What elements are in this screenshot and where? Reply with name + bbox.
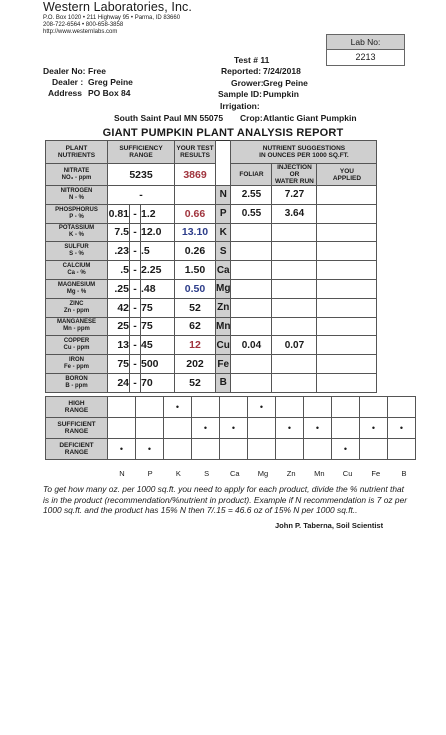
range-cell — [220, 418, 248, 439]
range-dot: • — [371, 423, 376, 433]
axis-label: N — [119, 469, 125, 478]
range-cell — [192, 439, 220, 460]
grower-value: Greg Peine — [263, 78, 308, 88]
header-injection: INJECTION OR WATER RUN — [272, 164, 317, 186]
nutrient-name: NITRATE NO₃ - ppm — [46, 164, 108, 186]
axis-label: K — [175, 469, 181, 478]
range-cell — [136, 439, 164, 460]
nutrient-name: PHOSPHORUS P - % — [46, 204, 108, 223]
range-row-high — [46, 397, 416, 418]
you-applied-cell[interactable] — [317, 336, 377, 355]
nutrient-name: ZINC Zn - ppm — [46, 298, 108, 317]
axis-label: P — [147, 469, 153, 478]
header-plant-nutrients: PLANT NUTRIENTS — [46, 141, 108, 164]
foliar-value — [231, 298, 272, 317]
injection-value — [272, 242, 317, 261]
address-value: PO Box 84 — [88, 88, 131, 98]
foliar-value — [231, 261, 272, 280]
injection-value: 0.07 — [272, 336, 317, 355]
nutrient-symbol: Mn — [216, 317, 231, 336]
range-cell — [304, 418, 332, 439]
nutrient-name: MANGANESE Mn - ppm — [46, 317, 108, 336]
nutrient-symbol: P — [216, 204, 231, 223]
result-value: 0.50 — [175, 279, 216, 298]
range-separator: - — [130, 223, 141, 242]
nutrient-name: MAGNESIUM Mg - % — [46, 279, 108, 298]
nutrient-name: IRON Fe - ppm — [46, 355, 108, 374]
range-cell — [248, 418, 276, 439]
range-cell — [360, 418, 388, 439]
result-value: 52 — [175, 298, 216, 317]
range-value: - — [108, 186, 175, 205]
nutrient-symbol: S — [216, 242, 231, 261]
range-cell — [332, 418, 360, 439]
axis-label: Mn — [314, 469, 325, 478]
foliar-value: 2.55 — [231, 186, 272, 205]
range-cell — [248, 439, 276, 460]
range-separator: - — [130, 298, 141, 317]
nutrient-name: POTASSIUM K - % — [46, 223, 108, 242]
foliar-value: 0.04 — [231, 336, 272, 355]
range-cell — [164, 397, 192, 418]
foliar-value: 0.55 — [231, 204, 272, 223]
range-low: 13 — [108, 336, 130, 355]
sample-id-value: Pumpkin — [263, 89, 299, 99]
test-number — [234, 55, 269, 65]
range-low: 25 — [108, 317, 130, 336]
result-value: 62 — [175, 317, 216, 336]
nutrient-symbol: Fe — [216, 355, 231, 374]
you-applied-cell[interactable] — [317, 186, 377, 205]
nutrient-name: BORON B - ppm — [46, 373, 108, 392]
company-phone: 208-722-6564 • 800-658-3858 — [43, 22, 124, 28]
range-high: .5 — [141, 242, 175, 261]
range-separator: - — [130, 242, 141, 261]
result-value: 1.50 — [175, 261, 216, 280]
range-cell — [276, 418, 304, 439]
header-foliar: FOLIAR — [231, 164, 272, 186]
range-separator: - — [130, 373, 141, 392]
reported-value: 7/24/2018 — [263, 66, 301, 76]
range-cell — [136, 397, 164, 418]
range-cell — [248, 397, 276, 418]
test-label: Test # — [234, 55, 258, 65]
nutrient-name: CALCIUM Ca - % — [46, 261, 108, 280]
range-separator: - — [130, 261, 141, 280]
range-high: 75 — [141, 317, 175, 336]
range-cell — [108, 397, 136, 418]
you-applied-cell[interactable] — [317, 242, 377, 261]
range-separator: - — [130, 279, 141, 298]
injection-value — [272, 373, 317, 392]
result-value: 0.26 — [175, 242, 216, 261]
nutrient-name: COPPER Cu - ppm — [46, 336, 108, 355]
you-applied-cell[interactable] — [317, 298, 377, 317]
injection-value: 7.27 — [272, 186, 317, 205]
range-high: 2.25 — [141, 261, 175, 280]
range-cell — [164, 418, 192, 439]
range-row-sufficient — [46, 418, 416, 439]
range-separator: - — [130, 355, 141, 374]
foliar-value — [231, 317, 272, 336]
foliar-value — [231, 223, 272, 242]
dealer-no-value: Free — [88, 66, 106, 76]
range-low: 42 — [108, 298, 130, 317]
injection-value — [272, 317, 317, 336]
table-row — [46, 223, 377, 242]
grower-label: Grower: — [231, 78, 264, 88]
table-row — [46, 261, 377, 280]
range-label: DEFICIENT RANGE — [46, 439, 108, 460]
you-applied-cell[interactable] — [317, 204, 377, 223]
axis-label: B — [401, 469, 407, 478]
you-applied-cell[interactable] — [317, 355, 377, 374]
crop-value: Atlantic Giant Pumpkin — [263, 113, 357, 123]
range-cell — [332, 439, 360, 460]
table-row — [46, 373, 377, 392]
range-high: .48 — [141, 279, 175, 298]
dealer-no-label: Dealer No: — [43, 66, 86, 76]
result-value: 202 — [175, 355, 216, 374]
table-header-row — [46, 141, 377, 164]
range-dot: • — [147, 444, 152, 454]
result-value: 52 — [175, 373, 216, 392]
axis-label: Zn — [286, 469, 296, 478]
injection-value — [272, 279, 317, 298]
range-dot: • — [231, 423, 236, 433]
range-low: 7.5 — [108, 223, 130, 242]
result-value — [175, 186, 216, 205]
range-cell — [304, 397, 332, 418]
range-high: 12.0 — [141, 223, 175, 242]
nutrient-symbol: Ca — [216, 261, 231, 280]
header-nutrient-suggestions: NUTRIENT SUGGESTIONS IN OUNCES PER 1000 SQ.FT. — [231, 141, 377, 164]
range-cell — [192, 397, 220, 418]
foliar-value — [231, 355, 272, 374]
nutrient-symbol: K — [216, 223, 231, 242]
test-value: 11 — [260, 55, 270, 65]
table-row — [46, 317, 377, 336]
company-address: P.O. Box 1020 • 211 Highway 95 • Parma, ID 83660 — [43, 15, 181, 21]
range-cell — [108, 418, 136, 439]
injection-value — [272, 355, 317, 374]
range-cell — [136, 418, 164, 439]
range-low: 75 — [108, 355, 130, 374]
header-your-test-results: YOUR TEST RESULTS — [175, 141, 216, 164]
foliar-value — [231, 242, 272, 261]
result-value: 0.66 — [175, 204, 216, 223]
range-low: .5 — [108, 261, 130, 280]
irrigation-label: Irrigation: — [220, 101, 260, 111]
range-high: 500 — [141, 355, 175, 374]
result-value: 3869 — [175, 164, 216, 186]
range-dot: • — [259, 402, 264, 412]
city-line: South Saint Paul MN 55075 — [114, 113, 224, 123]
table-row — [46, 279, 377, 298]
range-dot: • — [315, 423, 320, 433]
range-separator: - — [130, 317, 141, 336]
range-low: 0.81 — [108, 204, 130, 223]
range-high: 45 — [141, 336, 175, 355]
range-cell — [360, 439, 388, 460]
range-cell — [276, 397, 304, 418]
table-row — [46, 186, 377, 205]
lab-number-box — [326, 34, 405, 66]
you-applied-cell[interactable] — [317, 261, 377, 280]
nutrient-name: NITROGEN N - % — [46, 186, 108, 205]
range-cell — [360, 397, 388, 418]
range-dot: • — [343, 444, 348, 454]
foliar-value — [231, 373, 272, 392]
range-high: 1.2 — [141, 204, 175, 223]
injection-value — [272, 223, 317, 242]
nutrient-name: SULFUR S - % — [46, 242, 108, 261]
axis-label: Cu — [342, 469, 353, 478]
you-applied-cell[interactable] — [317, 317, 377, 336]
range-cell — [304, 439, 332, 460]
you-applied-cell[interactable] — [317, 279, 377, 298]
table-row — [46, 298, 377, 317]
range-cell — [164, 439, 192, 460]
range-row-deficient — [46, 439, 416, 460]
table-row — [46, 242, 377, 261]
range-dot: • — [399, 423, 404, 433]
range-chart — [45, 396, 416, 460]
header-sufficiency-range: SUFFICIENCY RANGE — [108, 141, 175, 164]
nutrient-symbol: Mg — [216, 279, 231, 298]
axis-label: Ca — [230, 469, 240, 478]
injection-value — [272, 298, 317, 317]
range-dot: • — [203, 423, 208, 433]
range-cell — [108, 439, 136, 460]
report-title: GIANT PUMPKIN PLANT ANALYSIS REPORT — [102, 127, 344, 139]
instructions-note: To get how many oz. per 1000 sq.ft. you need to apply for each product, divide the % nutrient that is in the product (recommendation/%nutrient in product). Example if N recommendation is 7 oz per 1000 sq.ft. and the product has 15% N then 7/.15 = 46.6 oz of 15% N per 1000 sq.ft.. — [43, 484, 408, 515]
table-row — [46, 336, 377, 355]
injection-value — [272, 261, 317, 280]
range-low: 24 — [108, 373, 130, 392]
range-cell — [332, 397, 360, 418]
lab-number-label: Lab No: — [327, 35, 404, 50]
dealer-value: Greg Peine — [88, 77, 133, 87]
result-value: 12 — [175, 336, 216, 355]
result-value: 13.10 — [175, 223, 216, 242]
dealer-label: Dealer : — [52, 77, 84, 87]
range-cell — [276, 439, 304, 460]
you-applied-cell[interactable] — [317, 373, 377, 392]
nutrient-symbol: B — [216, 373, 231, 392]
table-row — [46, 164, 377, 186]
range-dot: • — [287, 423, 292, 433]
header-you-applied: YOU APPLIED — [317, 164, 377, 186]
reported-label: Reported: — [221, 66, 262, 76]
analysis-table — [45, 140, 377, 393]
range-high: 75 — [141, 298, 175, 317]
range-cell — [192, 418, 220, 439]
signature: John P. Taberna, Soil Scientist — [275, 521, 384, 530]
range-label: HIGH RANGE — [46, 397, 108, 418]
column-gap — [216, 141, 231, 186]
range-cell — [220, 439, 248, 460]
range-separator: - — [130, 336, 141, 355]
foliar-value — [231, 279, 272, 298]
range-cell — [220, 397, 248, 418]
range-separator: - — [130, 204, 141, 223]
axis-label: S — [204, 469, 210, 478]
table-row — [46, 355, 377, 374]
address-label: Address — [48, 88, 83, 98]
range-low: .25 — [108, 279, 130, 298]
range-high: 70 — [141, 373, 175, 392]
sample-id-label: Sample ID: — [218, 89, 262, 99]
company-name: Western Laboratories, Inc. — [43, 0, 192, 14]
range-dot: • — [119, 444, 124, 454]
injection-value: 3.64 — [272, 204, 317, 223]
table-row — [46, 204, 377, 223]
range-low: .23 — [108, 242, 130, 261]
nutrient-symbol: N — [216, 186, 231, 205]
company-website: http://www.westernlabs.com — [43, 29, 118, 35]
nutrient-symbol: Cu — [216, 336, 231, 355]
nutrient-symbol: Zn — [216, 298, 231, 317]
range-cell — [388, 397, 416, 418]
lab-number-value: 2213 — [355, 52, 376, 62]
range-cell — [388, 418, 416, 439]
you-applied-cell[interactable] — [317, 223, 377, 242]
range-dot: • — [175, 402, 180, 412]
axis-label: Fe — [371, 469, 381, 478]
range-value: 5235 — [108, 164, 175, 186]
axis-label: Mg — [257, 469, 269, 478]
range-label: SUFFICIENT RANGE — [46, 418, 108, 439]
range-cell — [388, 439, 416, 460]
crop-label: Crop: — [240, 113, 263, 123]
